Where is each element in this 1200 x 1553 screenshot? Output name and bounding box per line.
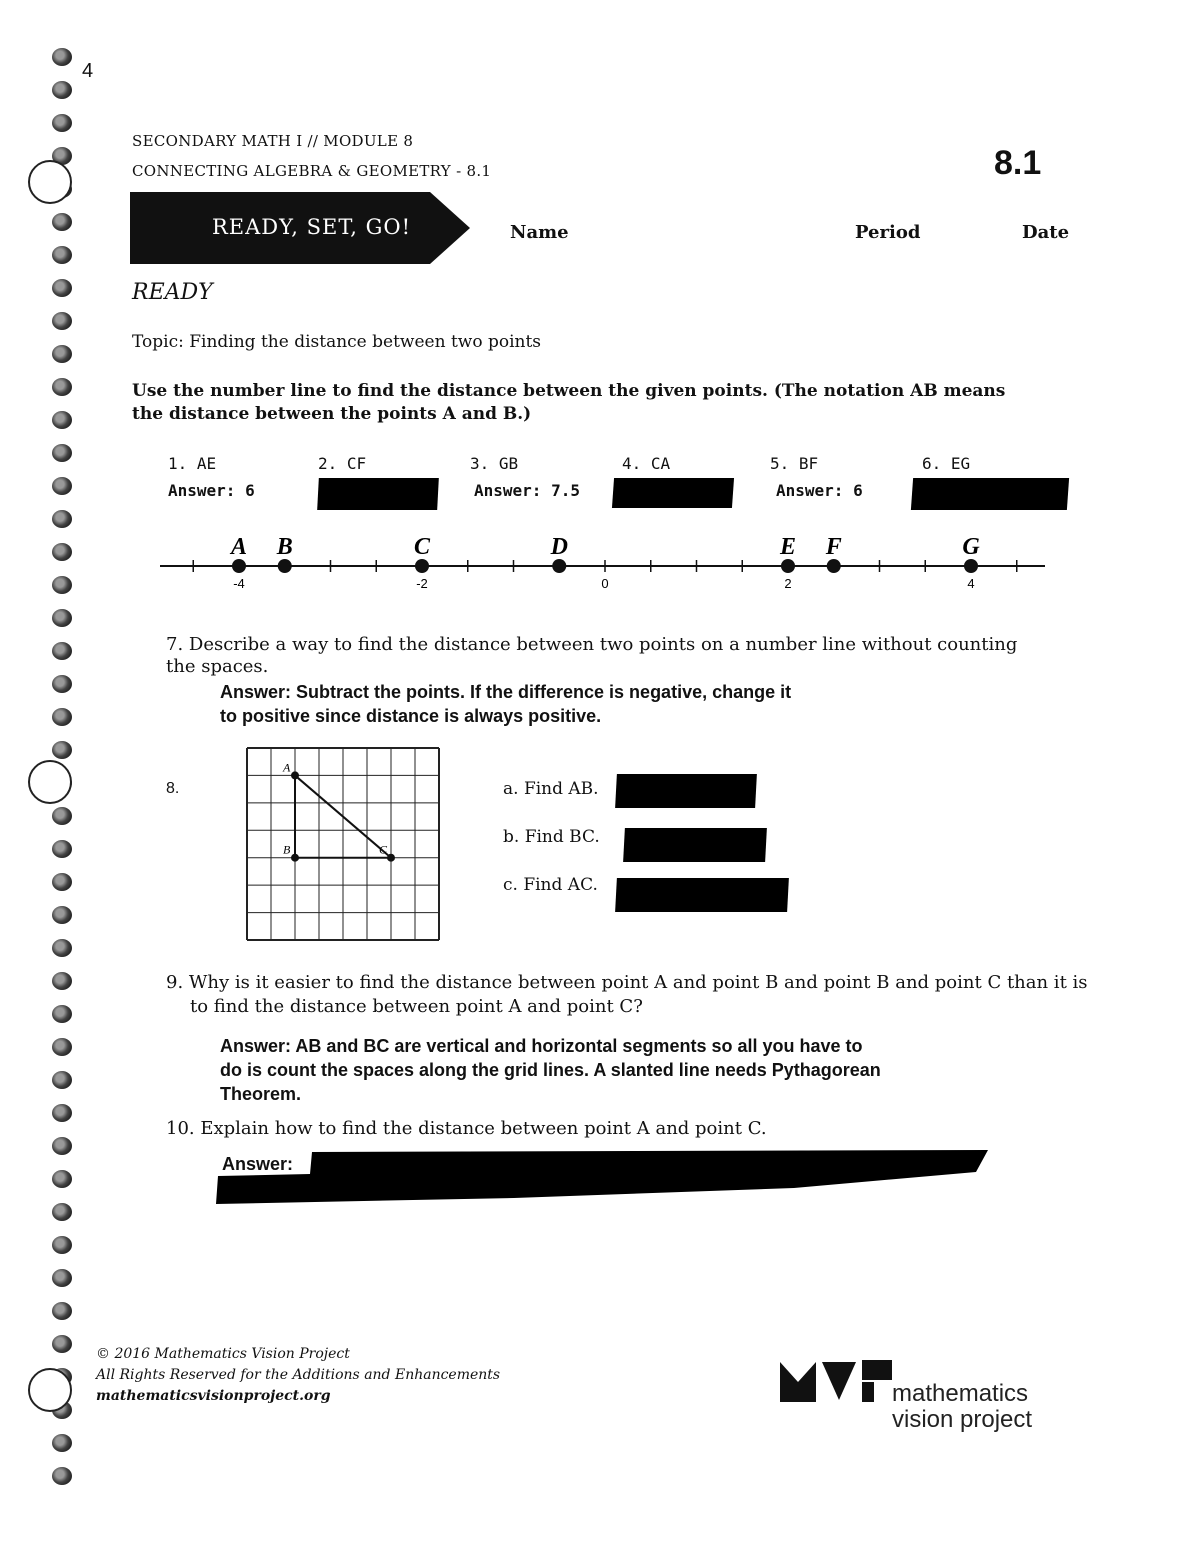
spiral-coil [52,1467,72,1485]
redaction-item-2 [317,478,439,510]
spiral-coil [52,1038,72,1056]
item-2-label: 2. CF [318,454,367,473]
spiral-coil [52,477,72,495]
spiral-coil [52,1434,72,1452]
grid-point-label: A [283,760,291,775]
item-1-label: 1. AE [168,454,217,473]
spiral-coil [52,279,72,297]
spiral-coil [52,510,72,528]
grid-point-b [291,854,299,862]
question-7-text: 7. Describe a way to find the distance between two points on a number line without counting the spaces. [166,634,1018,677]
item-5-answer: Answer: 6 [776,481,863,500]
footer-rights: All Rights Reserved for the Additions and Enhancements [96,1367,501,1383]
spiral-coil [52,543,72,561]
spiral-coil [52,213,72,231]
mvp-logo-mark [778,1356,898,1406]
question-9-text-line-1: 9. Why is it easier to find the distance between point A and point B and point B and point C than it is [166,972,1088,993]
spiral-coil [52,1203,72,1221]
spiral-coil [52,1236,72,1254]
footer-copyright: © 2016 Mathematics Vision Project [96,1346,350,1362]
number-line-tick-label: -4 [233,576,245,591]
number-line-point-f [827,559,841,573]
section-title: READY [132,280,213,305]
logo-text-line-2: vision project [892,1406,1033,1433]
course-title: SECONDARY MATH I // MODULE 8 [132,132,414,150]
grid-point-label: C [379,842,388,857]
spiral-coil [52,1170,72,1188]
number-line-point-a [232,559,246,573]
spiral-coil [52,873,72,891]
spiral-coil [52,345,72,363]
item-5-label: 5. BF [770,454,819,473]
item-3-label: 3. GB [470,454,519,473]
coordinate-grid [245,746,441,942]
binder-ring [28,1368,72,1412]
date-label: Date [1022,222,1070,243]
spiral-coil [52,972,72,990]
question-9-answer-line-1: Answer: AB and BC are vertical and horizontal segments so all you have to [220,1036,863,1056]
number-line-point-b [278,559,292,573]
spiral-coil [52,1137,72,1155]
question-7-answer-line-1: Answer: Subtract the points. If the difference is negative, change it [220,682,792,702]
spiral-coil [52,1005,72,1023]
spiral-coil [52,1071,72,1089]
item-1-answer: Answer: 6 [168,481,255,500]
spiral-coil [52,675,72,693]
question-8b: b. Find BC. [503,827,600,847]
spiral-coil [52,708,72,726]
redaction-10 [214,1148,994,1208]
redaction-item-6 [911,478,1069,510]
number-line-point-label: E [779,534,797,560]
redaction-8c [615,878,789,912]
binder-ring [28,160,72,204]
number-line [160,530,1050,600]
spiral-coil [52,642,72,660]
item-4-label: 4. CA [622,454,671,473]
spiral-coil [52,741,72,759]
spiral-coil [52,246,72,264]
redaction-item-4 [612,478,734,508]
question-10-text: 10. Explain how to find the distance between point A and point C. [166,1118,767,1139]
logo-text-line-1: mathematics [892,1380,1029,1407]
lesson-number: 8.1 [994,144,1042,182]
number-line-point-label: G [962,534,980,560]
question-8-number: 8. [166,780,180,797]
spiral-coil [52,114,72,132]
number-line-tick-label: -2 [416,576,428,591]
number-line-point-label: D [550,534,568,560]
redaction-8a [615,774,757,808]
page-number: 4 [82,60,94,82]
period-label: Period [855,222,921,243]
spiral-coil [52,1302,72,1320]
spiral-coil [52,939,72,957]
grid-point-label: B [283,842,291,857]
grid-point-c [387,854,395,862]
number-line-tick-label: 2 [784,576,792,591]
number-line-tick-label: 0 [601,576,609,591]
spiral-coil [52,312,72,330]
spiral-coil [52,378,72,396]
number-line-point-label: F [825,534,842,560]
spiral-coil [52,1104,72,1122]
spiral-coil [52,609,72,627]
topic: Topic: Finding the distance between two points [132,332,542,352]
spiral-coil [52,906,72,924]
module-title: CONNECTING ALGEBRA & GEOMETRY - 8.1 [132,162,492,180]
banner-title: READY, SET, GO! [212,215,412,239]
instructions: Use the number line to find the distance between the given points. (The notation AB means the distance between the points A and B.) [132,381,1006,424]
number-line-point-label: B [276,534,293,560]
number-line-point-d [552,559,566,573]
spiral-coil [52,411,72,429]
number-line-point-g [964,559,978,573]
binder-ring [28,760,72,804]
spiral-coil [52,840,72,858]
spiral-coil [52,576,72,594]
footer-website: mathematicsvisionproject.org [96,1388,331,1404]
spiral-coil [52,1335,72,1353]
question-7-answer-line-2: to positive since distance is always positive. [220,706,602,726]
name-label: Name [510,222,569,243]
number-line-point-c [415,559,429,573]
spiral-coil [52,807,72,825]
item-6-label: 6. EG [922,454,971,473]
redaction-8b [623,828,767,862]
question-9-answer-line-2: do is count the spaces along the grid lines. A slanted line needs Pythagorean [220,1060,881,1080]
spiral-coil [52,1269,72,1287]
question-8a: a. Find AB. [503,779,599,799]
spiral-coil [52,444,72,462]
question-9-answer-line-3: Theorem. [220,1084,302,1104]
number-line-point-label: C [413,534,431,560]
question-8c: c. Find AC. [503,875,598,895]
question-10-answer-label: Answer: [222,1154,294,1174]
spiral-coil [52,48,72,66]
spiral-coil [52,81,72,99]
grid-point-a [291,771,299,779]
number-line-point-label: A [230,534,248,560]
question-9-text-line-2: to find the distance between point A and point C? [190,996,643,1017]
number-line-point-e [781,559,795,573]
number-line-tick-label: 4 [967,576,975,591]
item-3-answer: Answer: 7.5 [474,481,580,500]
